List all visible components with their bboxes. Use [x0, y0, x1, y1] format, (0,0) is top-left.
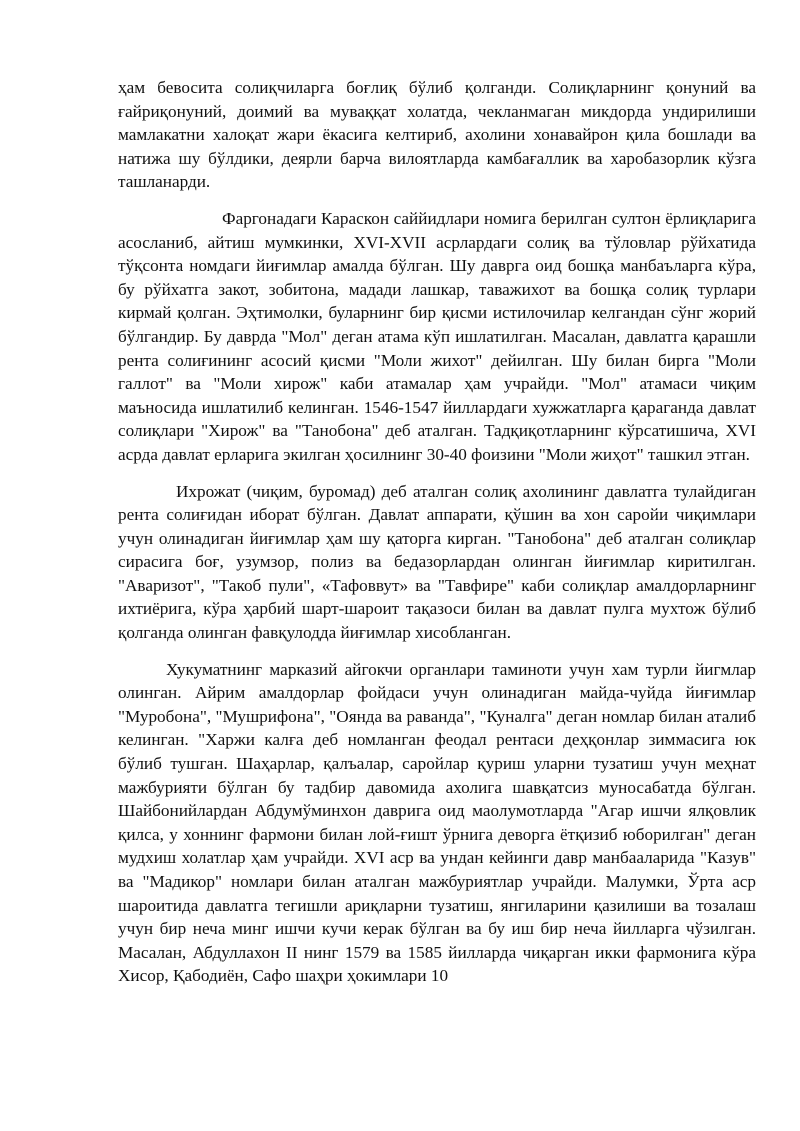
- paragraph-tax-burden: ҳам бевосита солиқчиларга боғлиқ бўлиб қолганди. Солиқларнинг қонуний ва ғайриқонуний, доимий ва муваққат холатда, чекланмаган микдорда ундирилиши мамлакатни халоқат жари ёкасига келтириб, ахолини хонавайрон қила бошлади ва натижа шу бўлдики, деярли барча вилоятларда камбағаллик ва харобазорлик кўзга ташланарди.: [118, 78, 756, 192]
- paragraph-government-levies: Хукуматнинг марказий айгокчи органлари таминоти учун хам турли йигмлар олинган. Айрим амалдорлар фойдаси учун олинадиган майда-чуйда йиғимлар "Муробона", "Мушрифона", "Оянда ва раванда", "Куналга" деган номлар билан аталиб келинган. "Харжи калға деб номланган феодал рентаси деҳқонлар зиммасига юк бўлиб тушган. Шаҳарлар, қалъалар, саройлар қуриш уларни тузатиш учун меҳнат мажбурияти бўлган бу тадбир давомида ахолига шавқатсиз муносабатда бўлган. Шайбонийлардан Абдумўминхон даврига оид маолумотларда "Агар ишчи ялқовлик қилса, у хоннинг фармони билан лой-ғишт ўрнига деворга ётқизиб юборилган" деган мудхиш холатлар ҳам учрайди. XVI аср ва ундан кейинги давр манбааларида "Казув" ва "Мадикор" номлари билан аталган мажбуриятлар учрайди. Малумки, Ўрта аср шароитида давлатга тегишли ариқларни тузатиш, янгиларини қазилиши ва тозалаш учун бир неча минг ишчи кучи керак бўлган ва бу иш бир неча йилларга чўзилган. Масалан, Абдуллахон II нинг 1579 ва 1585 йилларда чиқарган икки фармонига кўра Хисор, Қабодиён, Сафо шаҳри ҳокимлари 10: [118, 659, 756, 986]
- document-page: [118, 76, 756, 988]
- paragraph-tax-list: Фаргонадаги Караскон саййидлари номига берилган султон ёрлиқларига асосланиб, айтиш мумкинки, XVI-XVII асрлардаги солиқ ва тўловлар рўйхатида тўқсонта номдаги йиғимлар амалда бўлган. Шу даврга оид бошқа манбаъларга кўра, бу рўйхатга закот, зобитона, мадади лашкар, таважихот ва бошқа солиқ турлари кирмай қолган. Эҳтимолки, буларнинг бир қисми истилочилар келгандан сўнг жорий бўлгандир. Бу даврда "Мол" деган атама кўп ишлатилган. Масалан, давлатга қарашли рента солиғининг асосий қисми "Моли жихот" дейилган. Шу билан бирга "Моли галлот" ва "Моли хирож" каби атамалар ҳам учрайди. "Мол" атамаси чиқим маъносида ишлатилиб келинган. 1546-1547 йиллардаги хужжатларга қараганда давлат солиқлари "Хирож" ва "Танобона" деб аталган. Тадқиқотларнинг кўрсатишича, XVI асрда давлат ерларига экилган ҳосилнинг 30-40 фоизини "Моли жиҳот" ташкил этган.: [118, 208, 756, 464]
- paragraph-ikhrozhat: Ихрожат (чиқим, буромад) деб аталган солиқ ахолининг давлатга тулайдиган рента солиғидан иборат бўлган. Давлат аппарати, қўшин ва хон саройи чиқимлари учун олинадиган йиғимлар ҳам шу қаторга кирган. "Танобона" деб аталган солиқлар сирасига боғ, узумзор, полиз ва бедазорлардан олинган йиғимлар киритилган. "Аваризот", "Такоб пули", «Тафоввут» ва "Тавфире" каби солиқлар амалдорларнинг ихтиёрига, кўра ҳарбий шарт-шароит тақазоси билан ва давлат пулга мухтож бўлиб қолганда олинган фавқулодда йиғимлар хисобланган.: [118, 481, 756, 643]
